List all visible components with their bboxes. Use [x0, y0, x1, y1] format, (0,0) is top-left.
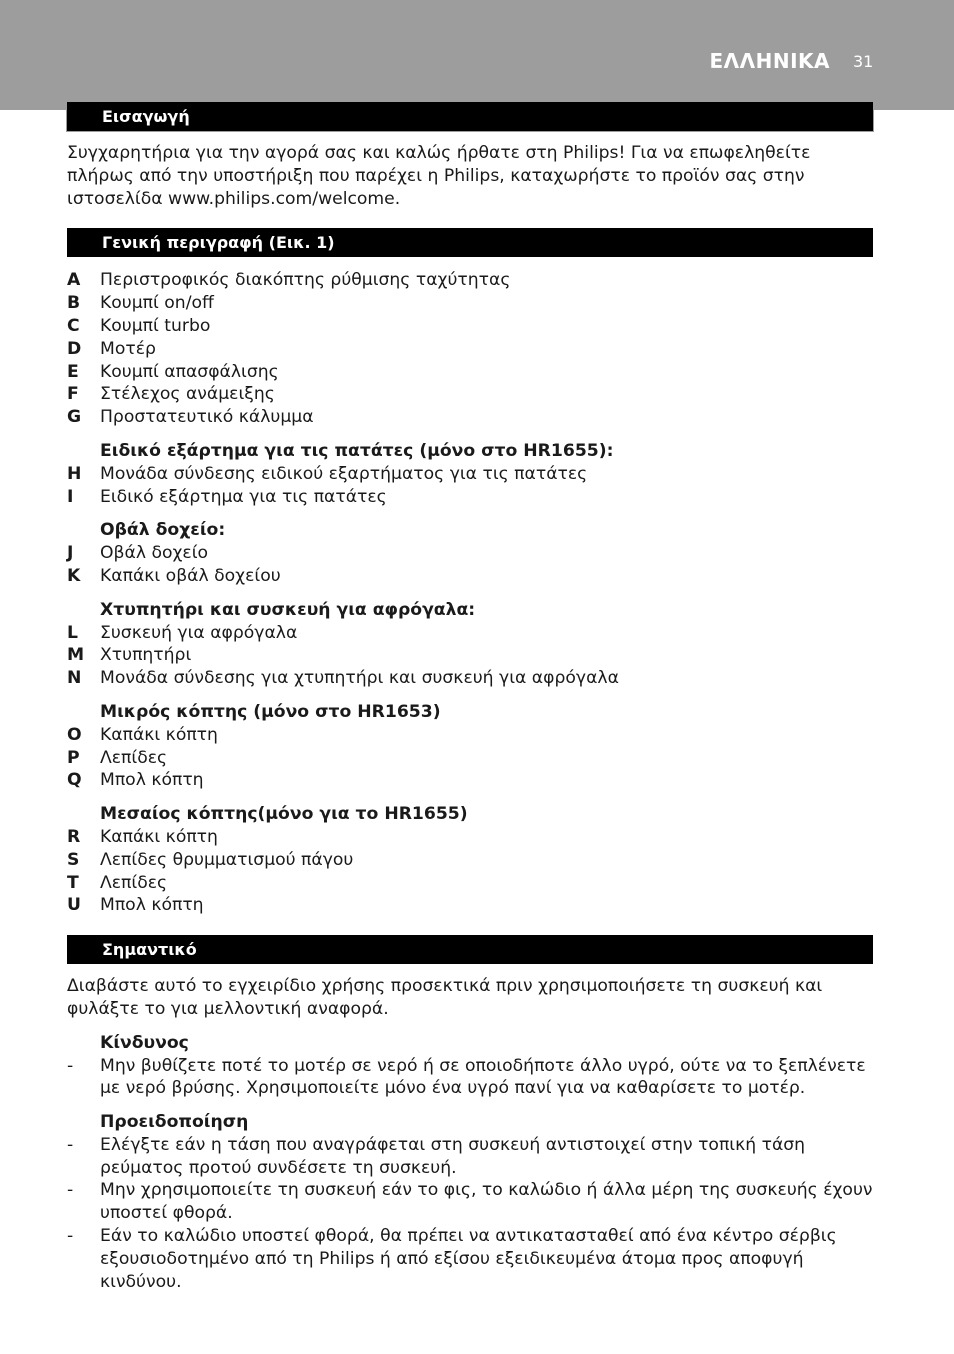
item-text: Λεπίδες [100, 747, 168, 768]
list-item [67, 1055, 873, 1101]
item-text: Κουμπί on/off [100, 293, 214, 314]
item-text: Μονάδα σύνδεσης για χτυπητήρι και συσκευή για αφρόγαλα [100, 668, 619, 689]
list-item [67, 565, 873, 588]
item-text: Κουμπί απασφάλισης [100, 361, 279, 382]
list-item [67, 894, 873, 917]
list-item [67, 542, 873, 565]
warning-heading: Προειδοποίηση [100, 1112, 249, 1133]
group-heading-potato: Ειδικό εξάρτημα για τις πατάτες (μόνο στο HR1655): [100, 440, 614, 461]
list-item [67, 1225, 873, 1293]
item-letter: N [67, 668, 82, 689]
item-letter: H [67, 463, 82, 484]
group-heading-whisk: Χτυπητήρι και συσκευή για αφρόγαλα: [100, 599, 476, 620]
item-text: Καπάκι κόπτη [100, 826, 218, 847]
list-item [67, 383, 873, 406]
important-paragraph: Διαβάστε αυτό το εγχειρίδιο χρήσης προσεκτικά πριν χρησιμοποιήσετε τη συσκευή και φυλάξτε το για μελλοντική αναφορά. [67, 976, 823, 1019]
list-item [67, 644, 873, 667]
group-heading-small-chopper: Μικρός κόπτης (μόνο στο HR1653) [100, 701, 441, 722]
list-item [67, 486, 873, 509]
item-text: Προστατευτικό κάλυμμα [100, 407, 314, 428]
item-text: Κουμπί turbo [100, 315, 211, 336]
list-item [67, 338, 873, 361]
item-letter: U [67, 895, 81, 916]
item-letter: M [67, 645, 85, 666]
item-letter: L [67, 622, 78, 643]
list-item [67, 724, 873, 747]
header-band [0, 0, 954, 110]
item-letter: P [67, 747, 80, 768]
list-item [67, 463, 873, 486]
list-item [67, 406, 873, 429]
item-letter: O [67, 724, 82, 745]
item-letter: D [67, 338, 82, 359]
list-item [67, 269, 873, 292]
item-text: Μπολ κόπτη [100, 895, 204, 916]
item-text: Εάν το καλώδιο υποστεί φθορά, θα πρέπει να αντικατασταθεί από ένα κέντρο σέρβις εξουσιοδοτημένο από τη Philips ή από εξίσου εξειδικευμένα άτομα προς αποφυγή κινδύνου. [100, 1226, 837, 1292]
section-heading-general: Γενική περιγραφή (Εικ. 1) [67, 228, 873, 257]
list-item [67, 849, 873, 872]
parts-list [67, 269, 873, 429]
list-item [67, 667, 873, 690]
item-text: Καπάκι οβάλ δοχείου [100, 565, 281, 586]
item-text: Μοτέρ [100, 338, 156, 359]
list-item [67, 826, 873, 849]
group-heading-oval-jar: Οβάλ δοχείο: [100, 520, 226, 541]
item-text: Ελέγξτε εάν η τάση που αναγράφεται στη συσκευή αντιστοιχεί στην τοπική τάση ρεύματος προτού συνδέσετε τη συσκευή. [100, 1134, 806, 1178]
item-text: Καπάκι κόπτη [100, 724, 218, 745]
item-text: Συσκευή για αφρόγαλα [100, 622, 298, 643]
page-number: 31 [853, 52, 874, 71]
item-letter: S [67, 849, 80, 870]
dash-bullet: - [67, 1226, 74, 1247]
item-text: Λεπίδες [100, 872, 168, 893]
list-item [67, 622, 873, 645]
item-text: Λεπίδες θρυμματισμού πάγου [100, 849, 354, 870]
list-item [67, 315, 873, 338]
item-text: Περιστροφικός διακόπτης ρύθμισης ταχύτητας [100, 270, 511, 291]
item-letter: J [67, 543, 74, 564]
intro-paragraph: Συγχαρητήρια για την αγορά σας και καλώς ήρθατε στη Philips! Για να επωφεληθείτε πλήρως από την υποστήριξη που παρέχει η Philips, καταχωρήστε το προϊόν σας στην ιστοσελίδα www.philips.com/welcome. [67, 143, 811, 209]
list-item [67, 361, 873, 384]
section-heading-intro: Εισαγωγή [67, 102, 873, 131]
item-letter: B [67, 293, 81, 314]
section-heading-important: Σημαντικό [67, 935, 873, 964]
item-letter: A [67, 270, 81, 291]
item-text: Μονάδα σύνδεσης ειδικού εξαρτήματος για τις πατάτες [100, 463, 588, 484]
item-letter: I [67, 486, 74, 507]
item-letter: F [67, 384, 79, 405]
language-label: ΕΛΛΗΝΙΚΑ [709, 49, 830, 73]
list-item [67, 747, 873, 770]
page-content [67, 102, 873, 1293]
item-letter: G [67, 407, 82, 428]
item-text: Οβάλ δοχείο [100, 543, 209, 564]
item-letter: T [67, 872, 79, 893]
item-letter: Q [67, 770, 82, 791]
list-item [67, 872, 873, 895]
item-text: Στέλεχος ανάμειξης [100, 384, 275, 405]
list-item [67, 1134, 873, 1180]
group-heading-medium-chopper: Μεσαίος κόπτης(μόνο για το HR1655) [100, 804, 468, 825]
list-item [67, 1179, 873, 1225]
item-text: Χτυπητήρι [100, 645, 192, 666]
item-letter: K [67, 565, 81, 586]
dash-bullet: - [67, 1055, 74, 1076]
list-item [67, 769, 873, 792]
item-text: Ειδικό εξάρτημα για τις πατάτες [100, 486, 387, 507]
list-item [67, 292, 873, 315]
item-text: Μπολ κόπτη [100, 770, 204, 791]
item-text: Μην χρησιμοποιείτε τη συσκευή εάν το φις, το καλώδιο ή άλλα μέρη της συσκευής έχουν υποστεί φθορά. [100, 1180, 873, 1224]
item-letter: R [67, 826, 81, 847]
item-letter: C [67, 315, 80, 336]
item-text: Μην βυθίζετε ποτέ το μοτέρ σε νερό ή σε οποιοδήποτε άλλο υγρό, ούτε να το ξεπλένετε με νερό βρύσης. Χρησιμοποιείτε μόνο ένα υγρό πανί για να καθαρίσετε το μοτέρ. [100, 1055, 866, 1099]
danger-heading: Κίνδυνος [100, 1032, 189, 1053]
item-letter: E [67, 361, 79, 382]
dash-bullet: - [67, 1180, 74, 1201]
dash-bullet: - [67, 1134, 74, 1155]
